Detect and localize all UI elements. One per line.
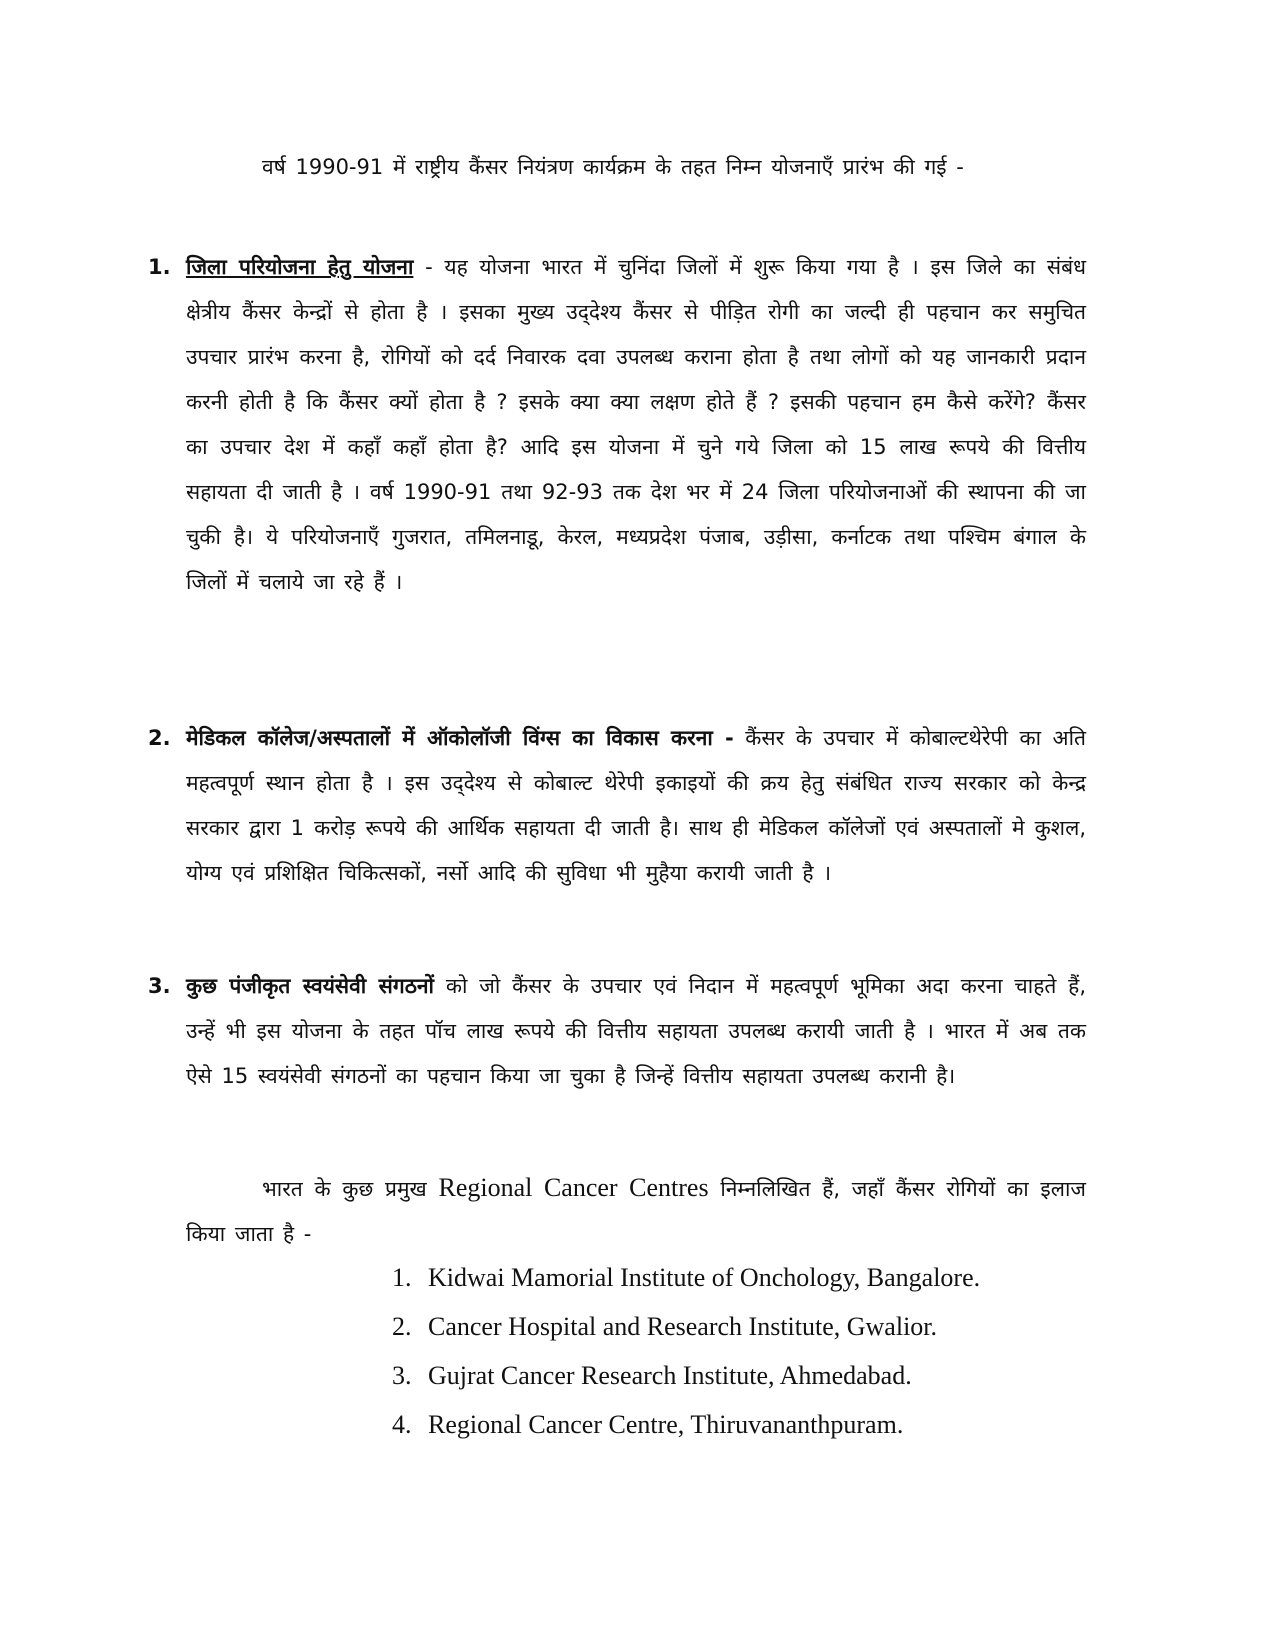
scheme-item-3 <box>148 964 1087 1099</box>
scheme-heading: कुछ पंजीकृत स्वयंसेवी संगठनों <box>186 974 434 998</box>
centre-name: Cancer Hospital and Research Institute, Gwalior. <box>428 1312 938 1341</box>
centre-item <box>392 1400 1092 1449</box>
scheme-body: को जो कैंसर के उपचार एवं निदान में महत्वपूर्ण भूमिका अदा करना चाहते हैं, उन्हें भी इस योजना के तहत पॉच लाख रूपये की वित्तीय सहायता उपलब्ध करायी जाती है । भारत में अब तक ऐसे 15 स्वयंसेवी संगठनों का पहचान किया जा चुका है जिन्हें वित्तीय सहायता उपलब्ध करानी है। <box>186 974 1087 1088</box>
centre-name: Gujrat Cancer Research Institute, Ahmedabad. <box>428 1361 912 1390</box>
centre-item <box>392 1302 1092 1351</box>
centres-intro-before: भारत के कुछ प्रमुख <box>262 1177 439 1201</box>
centres-intro-highlight: Regional Cancer Centres <box>438 1173 709 1202</box>
scheme-body: कैंसर के उपचार में कोबाल्टथेरेपी का अति महत्वपूर्ण स्थान होता है । इस उद्‌देश्य से कोबाल्ट थेरेपी इकाइयों की क्रय हेतु संबंधित राज्य सरकार को केन्द्र सरकार द्वारा 1 करोड़ रूपये की आर्थिक सहायता दी जाती है। साथ ही मेडिकल कॉलेजों एवं अस्पतालों मे कुशल, योग्य एवं प्रशिक्षित चिकित्सकों, नर्सो आदि की सुविधा भी मुहैया करायी जाती है । <box>186 726 1086 885</box>
scheme-heading: जिला परियोजना हेतु योजना <box>186 255 414 279</box>
scheme-number: 2. <box>148 726 171 750</box>
centre-number: 4. <box>392 1410 412 1439</box>
centre-item <box>392 1351 1092 1400</box>
centre-name: Kidwai Mamorial Institute of Onchology, Bangalore. <box>428 1263 981 1292</box>
scheme-number: 3. <box>148 974 171 998</box>
centres-list <box>392 1253 1092 1449</box>
centres-intro-after: निम्नलिखित हैं, जहाँ कैंसर रोगियों का इलाज किया जाता है - <box>186 1177 1086 1246</box>
centre-name: Regional Cancer Centre, Thiruvananthpuram. <box>428 1410 904 1439</box>
centres-intro-paragraph <box>186 1165 1086 1257</box>
intro-paragraph: वर्ष 1990-91 में राष्ट्रीय कैंसर नियंत्रण कार्यक्रम के तहत निम्न योजनाएँ प्रारंभ की गई - <box>262 155 964 179</box>
centre-number: 2. <box>392 1312 412 1341</box>
scheme-item-2 <box>148 716 1086 896</box>
scheme-body: - यह योजना भारत में चुनिंदा जिलों में शुरू किया गया है । इस जिले का संबंध क्षेत्रीय कैंसर केन्द्रों से होता है । इसका मुख्य उद्‌देश्य कैंसर से पीड़ित रोगी का जल्दी ही पहचान कर समुचित उपचार प्रारंभ करना है, रोगियों को दर्द निवारक दवा उपलब्ध कराना होता है तथा लोगों को यह जानकारी प्रदान करनी होती है कि कैंसर क्यों होता है ? इसके क्या क्या लक्षण होते हैं ? इसकी पहचान हम कैसे करेंगे? कैंसर का उपचार देश में कहाँ कहाँ होता है? आदि इस योजना में चुने गये जिला को 15 लाख रूपये की वित्तीय सहायता दी जाती है । वर्ष 1990-91 तथा 92-93 तक देश भर में 24 जिला परियोजनाओं की स्थापना की जा चुकी है। ये परियोजनाएँ गुजरात, तमिलनाडू, केरल, मध्यप्रदेश पंजाब, उड़ीसा, कर्नाटक तथा पश्चिम बंगाल के जिलों में चलाये जा रहे हैं । <box>186 255 1086 594</box>
scheme-heading: मेडिकल कॉलेज/अस्पतालों में ऑकोलॉजी विंग्स का विकास करना - <box>186 726 734 750</box>
centre-item <box>392 1253 1092 1302</box>
centre-number: 1. <box>392 1263 412 1292</box>
scheme-number: 1. <box>148 255 171 279</box>
scheme-item-1 <box>148 245 1086 605</box>
centre-number: 3. <box>392 1361 412 1390</box>
